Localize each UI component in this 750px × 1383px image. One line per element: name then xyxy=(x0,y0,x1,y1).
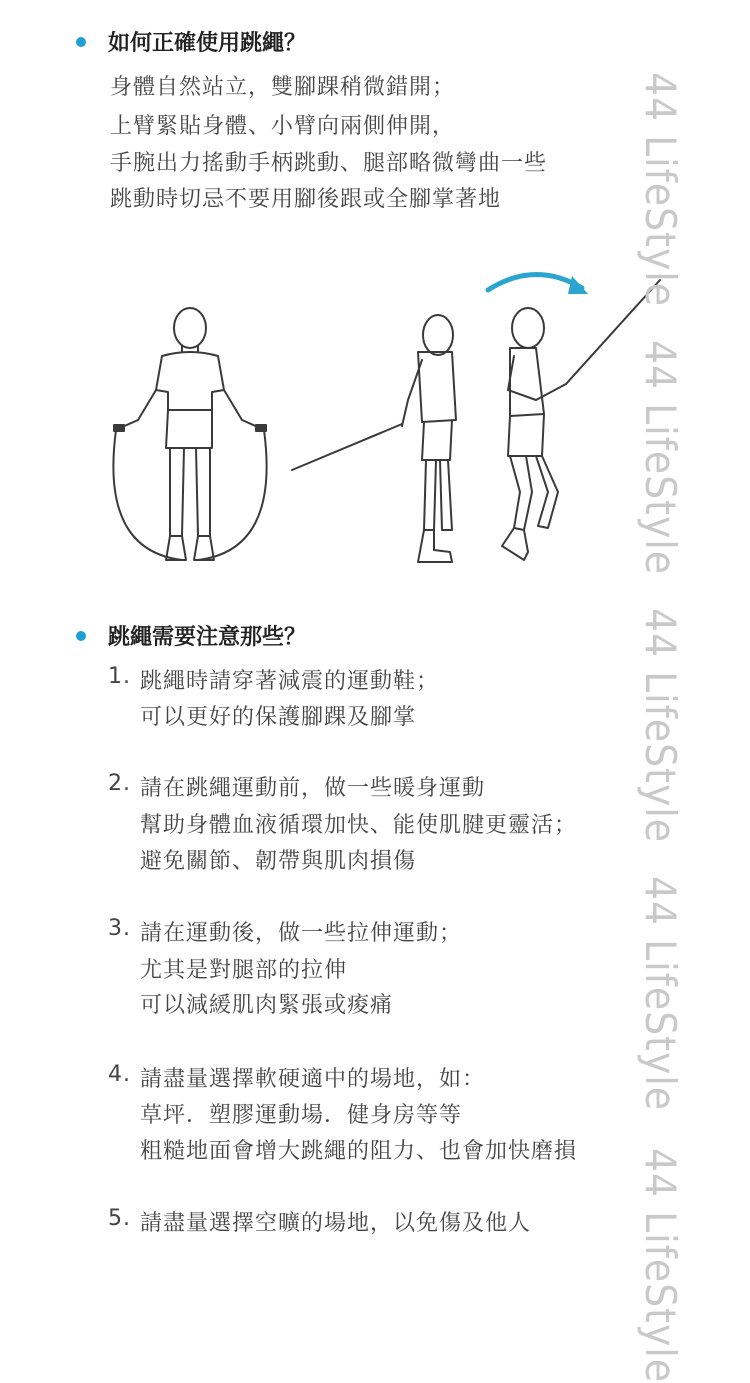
tip-number: 2. xyxy=(108,771,131,796)
tip-line: 避免關節、韌帶與肌肉損傷 xyxy=(140,849,417,874)
section-heading-text: 如何正確使用跳繩？ xyxy=(108,31,307,56)
tip-line: 幫助身體血液循環加快、能使肌腱更靈活； xyxy=(140,813,578,838)
watermark: 44 LifeStyle xyxy=(636,1148,685,1383)
intro-line: 跳動時切忌不要用腳後跟或全腳掌著地 xyxy=(110,187,502,212)
tip-line: 請盡量選擇軟硬適中的場地，如： xyxy=(140,1067,486,1092)
watermark: 44 LifeStyle xyxy=(636,608,685,844)
tip-line: 可以更好的保護腳踝及腳掌 xyxy=(140,705,417,730)
tip-line: 尤其是對腿部的拉伸 xyxy=(140,958,348,983)
bullet-icon xyxy=(76,37,86,47)
tip-number: 5. xyxy=(108,1206,131,1231)
section-heading-precautions xyxy=(76,620,306,651)
tip-number: 3. xyxy=(108,916,131,941)
tip-number: 1. xyxy=(108,664,131,689)
jump-rope-figures-icon xyxy=(90,260,670,580)
section-heading-how-to xyxy=(76,26,306,57)
section-heading-text: 跳繩需要注意那些？ xyxy=(108,625,307,650)
tip-number: 4. xyxy=(108,1062,131,1087)
tip-line: 可以減緩肌肉緊張或痠痛 xyxy=(140,993,394,1018)
watermark: 44 LifeStyle xyxy=(636,72,685,308)
tip-line: 請在運動後，做一些拉伸運動； xyxy=(140,921,463,946)
bullet-icon xyxy=(76,631,86,641)
tip-line: 跳繩時請穿著減震的運動鞋； xyxy=(140,669,440,694)
intro-line: 身體自然站立，雙腳踝稍微錯開； xyxy=(110,75,456,100)
intro-line: 上臂緊貼身體、小臂向兩側伸開， xyxy=(110,114,456,139)
tip-line: 請盡量選擇空曠的場地，以免傷及他人 xyxy=(140,1211,532,1236)
tip-line: 請在跳繩運動前，做一些暖身運動 xyxy=(140,776,486,801)
intro-line: 手腕出力搖動手柄跳動、腿部略微彎曲一些 xyxy=(110,151,548,176)
watermark: 44 LifeStyle xyxy=(636,876,685,1112)
tip-line: 粗糙地面會增大跳繩的阻力、也會加快磨損 xyxy=(140,1139,578,1164)
tip-line: 草坪．塑膠運動場．健身房等等 xyxy=(140,1103,463,1128)
watermark: 44 LifeStyle xyxy=(636,340,685,576)
